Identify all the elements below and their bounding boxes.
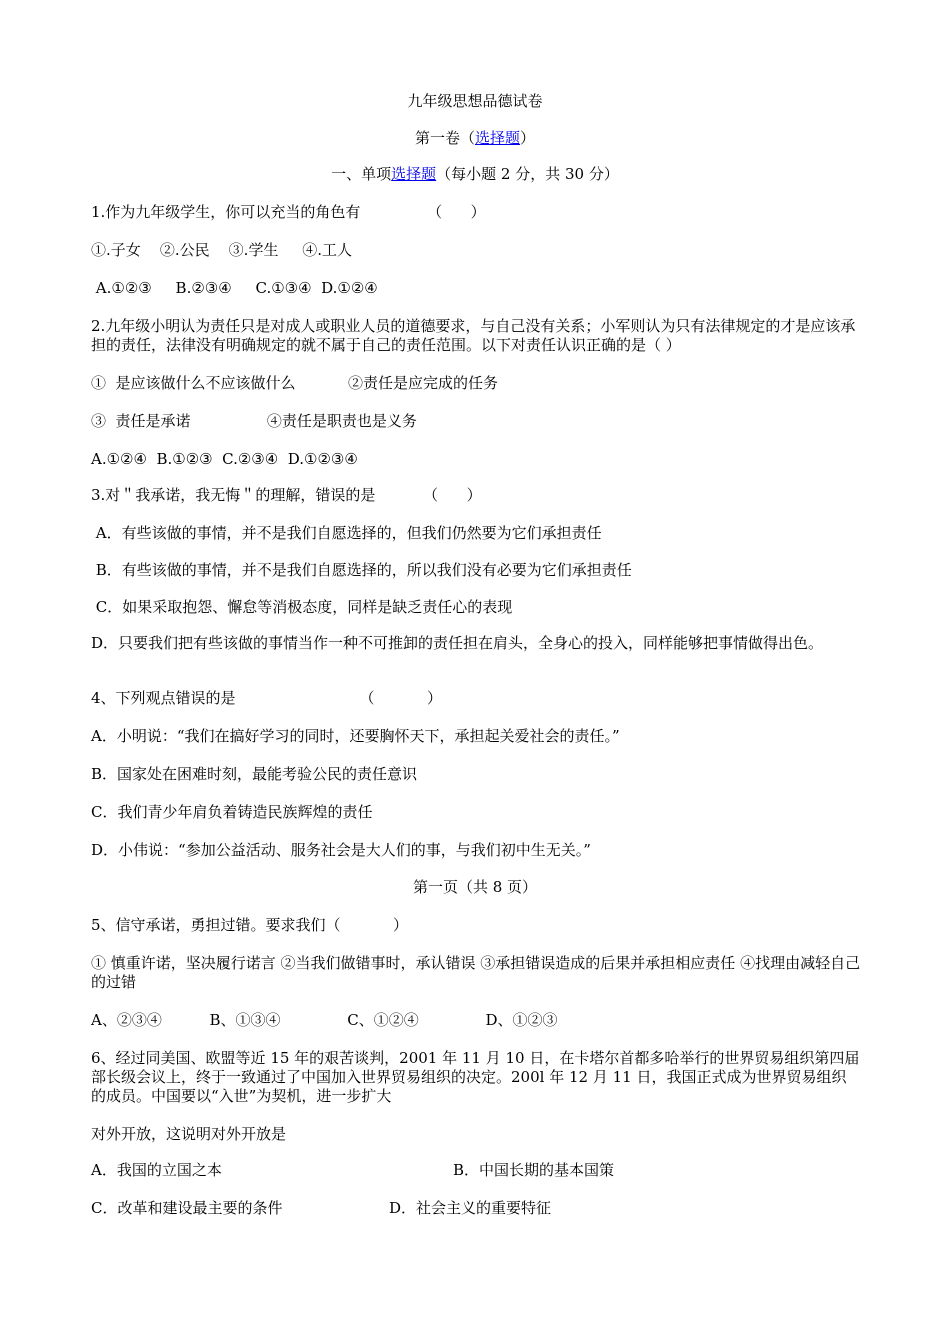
q2-stem: 2.九年级小明认为责任只是对成人或职业人员的道德要求，与自己没有关系；小军则认为只有法律规定的才是应该承担的责任，法律没有明确规定的就不属于自己的责任范围。以下对责任认识正确的是（ ）: [91, 317, 856, 354]
q2-item2: ③ 责任是承诺 ④责任是职责也是义务: [91, 412, 417, 430]
q2-item1: ① 是应该做什么不应该做什么 ②责任是应完成的任务: [91, 374, 498, 392]
section-suffix: ）: [520, 129, 536, 147]
q3-option-d: D．只要我们把有些该做的事情当作一种不可推卸的责任担在肩头，全身心的投入，同样能够把事情做得出色。: [91, 634, 824, 652]
q4-stem: 4、下列观点错误的是 （ ）: [91, 689, 442, 707]
q1-items: ①.子女 ②.公民 ③.学生 ④.工人: [91, 241, 353, 259]
q2-options: A.①②④ B.①②③ C.②③④ D.①②③④: [91, 450, 358, 468]
subsection-suffix: （每小题 2 分，共 30 分）: [436, 165, 619, 183]
page-number: 第一页（共 8 页）: [412, 878, 538, 896]
q4-option-c: C．我们青少年肩负着铸造民族辉煌的责任: [91, 803, 373, 821]
q4-option-b: B．国家处在困难时刻，最能考验公民的责任意识: [91, 765, 418, 783]
q6-option-d: D．社会主义的重要特征: [389, 1199, 552, 1217]
q4-option-d: D．小伟说：“参加公益活动、服务社会是大人们的事，与我们初中生无关。”: [91, 841, 591, 859]
q4-option-a: A．小明说：“我们在搞好学习的同时，还要胸怀天下，承担起关爱社会的责任。”: [91, 727, 620, 745]
section-heading: [0, 129, 950, 148]
subsection-prefix: 一、单项: [331, 165, 392, 183]
section-link[interactable]: 选择题: [474, 129, 520, 147]
section-prefix: 第一卷（: [414, 129, 475, 147]
q1-options: A.①②③ B.②③④ C.①③④ D.①②④: [91, 279, 378, 297]
q5-items: ① 慎重许诺，坚决履行诺言 ②当我们做错事时，承认错误 ③承担错误造成的后果并承担相应责任 ④找理由减轻自己的过错: [91, 954, 861, 991]
q5-options: A、②③④ B、①③④ C、①②④ D、①②③: [91, 1011, 558, 1029]
q1-stem: 1.作为九年级学生，你可以充当的角色有 （ ）: [91, 203, 486, 221]
q3-stem: 3.对＂我承诺，我无悔＂的理解，错误的是 （ ）: [91, 486, 482, 504]
q6-option-b: B．中国长期的基本国策: [453, 1161, 615, 1179]
q3-option-a: A．有些该做的事情，并不是我们自愿选择的，但我们仍然要为它们承担责任: [91, 524, 602, 542]
q6-stem-continued: 对外开放，这说明对外开放是: [91, 1125, 287, 1143]
q3-option-c: C．如果采取抱怨、懈怠等消极态度，同样是缺乏责任心的表现: [91, 598, 513, 616]
q3-option-b: B．有些该做的事情，并不是我们自愿选择的，所以我们没有必要为它们承担责任: [91, 561, 632, 579]
q6-option-a: A．我国的立国之本: [91, 1161, 222, 1179]
exam-title: 九年级思想品德试卷: [407, 92, 543, 110]
q6-option-c: C．改革和建设最主要的条件: [91, 1199, 283, 1217]
q6-stem: 6、经过同美国、欧盟等近 15 年的艰苦谈判，2001 年 11 月 10 日，在卡塔尔首都多哈举行的世界贸易组织第四届部长级会议上，终于一致通过了中国加入世界贸易组织的决定。200l 年 12 月 11 日，我国正式成为世界贸易组织的成员。中国要以“入世”为契机，进一步扩大: [91, 1049, 860, 1105]
q5-stem: 5、信守承诺，勇担过错。要求我们（ ）: [91, 916, 408, 934]
subsection-link[interactable]: 选择题: [391, 165, 437, 183]
subsection-heading: [0, 165, 950, 184]
